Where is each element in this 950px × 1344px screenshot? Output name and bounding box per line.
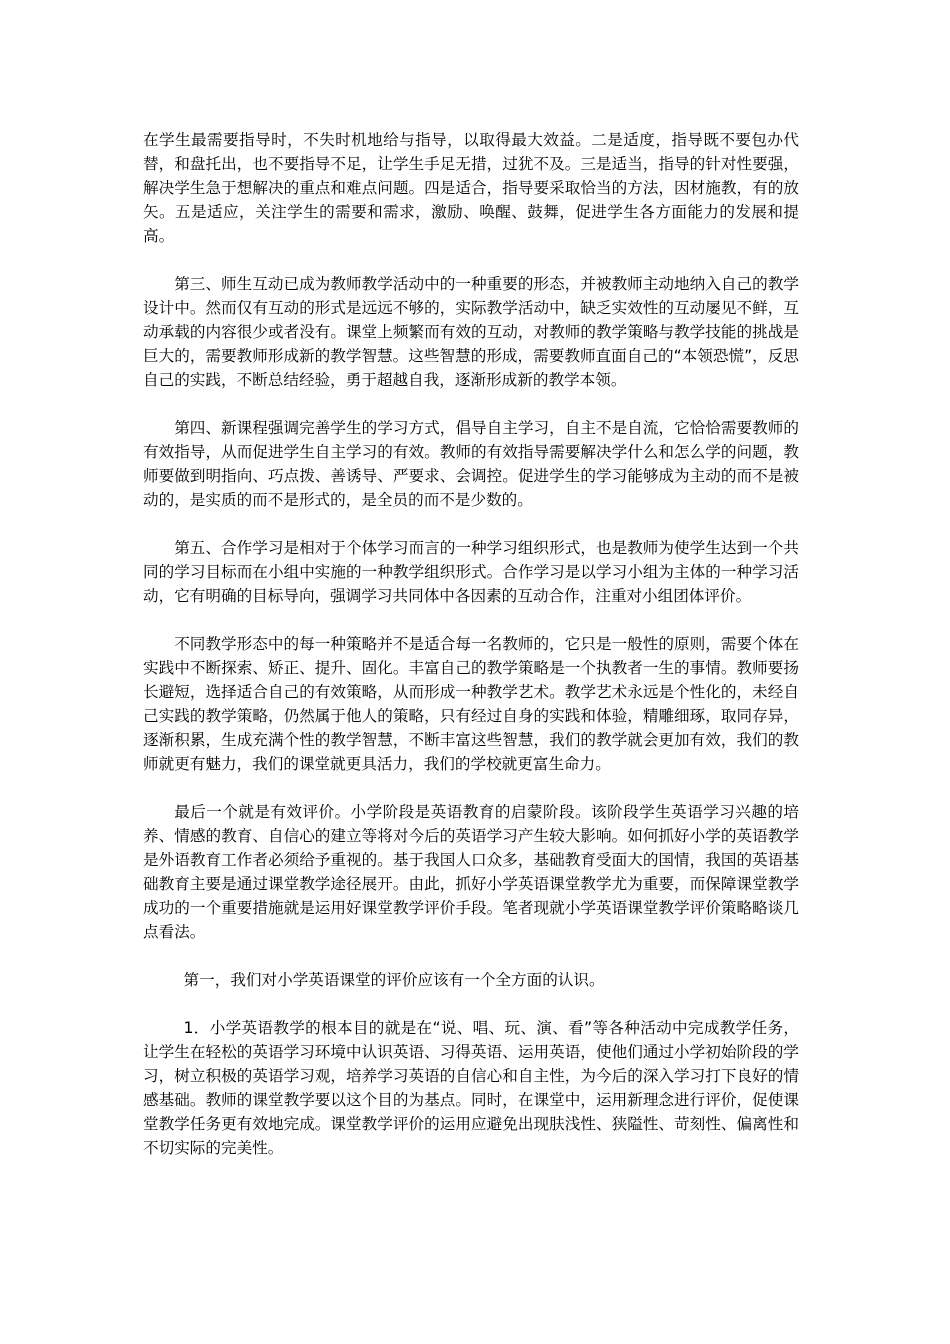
paragraph-fifth-cooperative-learning: 第五、合作学习是相对于个体学习而言的一种学习组织形式，也是教师为使学生达到一个共同的学习目标而在小组中实施的一种教学组织形式。合作学习是以学习小组为主体的一种学习活动，它有明确的目标导向，强调学习共同体中各因素的互动合作，注重对小组团体评价。 <box>143 539 799 605</box>
paragraph-guidance-principles: 在学生最需要指导时，不失时机地给与指导，以取得最大效益。二是适度，指导既不要包办代替，和盘托出，也不要指导不足，让学生手足无措，过犹不及。三是适当，指导的针对性要强，解决学生急于想解决的重点和难点问题。四是适合，指导要采取恰当的方法，因材施教，有的放矢。五是适应，关注学生的需要和需求，激励、唤醒、鼓舞，促进学生各方面能力的发展和提高。 <box>143 131 799 245</box>
paragraph-point-one: 1．小学英语教学的根本目的就是在“说、唱、玩、演、看”等各种活动中完成教学任务，让学生在轻松的英语学习环境中认识英语、习得英语、运用英语，使他们通过小学初始阶段的学习，树立积极的英语学习观，培养学习英语的自信心和自主性，为今后的深入学习打下良好的情感基础。教师的课堂教学要以这个目的为基点。同时，在课堂中，运用新理念进行评价，促使课堂教学任务更有效地完成。课堂教学评价的运用应避免出现肤浅性、狭隘性、苛刻性、偏离性和不切实际的完美性。 <box>143 1019 799 1157</box>
paragraph-teaching-strategies: 不同教学形态中的每一种策略并不是适合每一名教师的，它只是一般性的原则，需要个体在实践中不断探索、矫正、提升、固化。丰富自己的教学策略是一个执教者一生的事情。教师要扬长避短，选择适合自己的有效策略，从而形成一种教学艺术。教学艺术永远是个性化的，未经自己实践的教学策略，仍然属于他人的策略，只有经过自身的实践和体验，精雕细琢，取同存异，逐渐积累，生成充满个性的教学智慧，不断丰富这些智慧，我们的教学就会更加有效，我们的教师就更有魅力，我们的课堂就更具活力，我们的学校就更富生命力。 <box>143 635 799 773</box>
paragraph-effective-evaluation: 最后一个就是有效评价。小学阶段是英语教育的启蒙阶段。该阶段学生英语学习兴趣的培养、情感的教育、自信心的建立等将对今后的英语学习产生较大影响。如何抓好小学的英语教学是外语教育工作者必须给予重视的。基于我国人口众多，基础教育受面大的国情，我国的英语基础教育主要是通过课堂教学途径展开。由此，抓好小学英语课堂教学尤为重要，而保障课堂教学成功的一个重要措施就是运用好课堂教学评价手段。笔者现就小学英语课堂教学评价策略略谈几点看法。 <box>143 803 799 941</box>
paragraph-third-interaction: 第三、师生互动已成为教师教学活动中的一种重要的形态，并被教师主动地纳入自己的教学设计中。然而仅有互动的形式是远远不够的，实际教学活动中，缺乏实效性的互动屡见不鲜，互动承载的内容很少或者没有。课堂上频繁而有效的互动，对教师的教学策略与教学技能的挑战是巨大的，需要教师形成新的教学智慧。这些智慧的形成，需要教师直面自己的“本领恐慌”，反思自己的实践，不断总结经验，勇于超越自我，逐渐形成新的教学本领。 <box>143 275 799 389</box>
paragraph-first-evaluation-view: 第一，我们对小学英语课堂的评价应该有一个全方面的认识。 <box>183 971 605 989</box>
document-page <box>143 128 799 1184</box>
paragraph-fourth-self-learning: 第四、新课程强调完善学生的学习方式，倡导自主学习，自主不是自流，它恰恰需要教师的有效指导，从而促进学生自主学习的有效。教师的有效指导需要解决学什么和怎么学的问题，教师要做到明指向、巧点拨、善诱导、严要求、会调控。促进学生的学习能够成为主动的而不是被动的，是实质的而不是形式的，是全员的而不是少数的。 <box>143 419 799 509</box>
